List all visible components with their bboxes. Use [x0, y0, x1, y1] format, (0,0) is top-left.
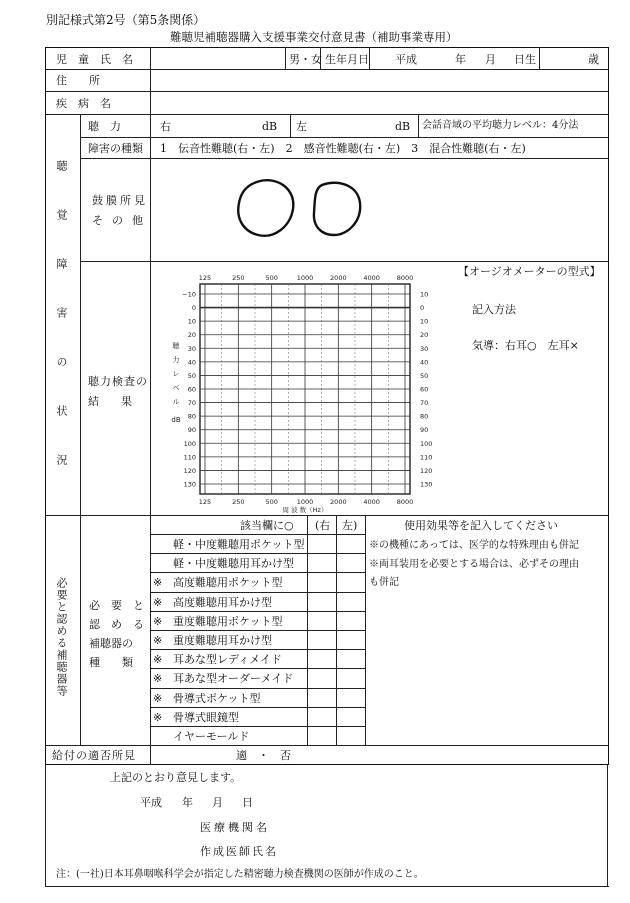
- address-label: 住 所: [56, 74, 100, 87]
- eardrum-label-2: その他: [92, 214, 152, 227]
- eardrum-diagram: [230, 175, 370, 245]
- aid-left-checkbox[interactable]: [337, 593, 364, 610]
- hearing-right-unit: dB: [262, 120, 278, 133]
- aid-item-name: イヤーモールド: [173, 730, 250, 743]
- level-tick-label: 70: [187, 399, 196, 408]
- level-tick-label: 10: [187, 317, 196, 326]
- level-tick-label: 100: [183, 439, 196, 448]
- level-tick-label: 90: [187, 426, 196, 435]
- aid-item-name: 高度難聴用ポケット型: [173, 576, 283, 589]
- frequency-tick-label: 2000: [330, 498, 347, 506]
- frequency-tick-label: 125: [198, 498, 212, 506]
- aid-right-checkbox[interactable]: [308, 573, 335, 590]
- audiometer-type-title: 【オージオメーターの型式】: [458, 265, 601, 278]
- frequency-tick-label: 4000: [363, 498, 380, 506]
- left-column-header: 左): [342, 519, 358, 532]
- disease-label: 疾 病 名: [56, 97, 111, 110]
- level-tick-label: 100: [420, 439, 433, 448]
- opinion-statement: 上記のとおり意見します。: [110, 771, 242, 784]
- address-field[interactable]: [151, 70, 607, 90]
- opinion-year-unit: 年: [182, 796, 193, 809]
- child-name-field[interactable]: [151, 48, 284, 68]
- level-tick-label: 0: [420, 304, 425, 313]
- aid-left-checkbox[interactable]: [337, 708, 364, 725]
- aid-left-checkbox[interactable]: [337, 689, 364, 706]
- level-tick-label: 10: [420, 317, 429, 326]
- aid-type-label-3: 補聴器の: [89, 637, 133, 650]
- frequency-tick-label: 125: [198, 274, 212, 282]
- aid-right-checkbox[interactable]: [308, 689, 335, 706]
- level-tick-label: 120: [183, 466, 196, 475]
- aid-right-checkbox[interactable]: [308, 535, 335, 552]
- frequency-tick-label: 500: [265, 274, 278, 282]
- birth-year-unit: 年: [455, 53, 466, 66]
- audiogram-label-2: 結 果: [88, 395, 132, 408]
- level-tick-label: 110: [420, 453, 433, 462]
- age-unit: 歳: [588, 53, 599, 66]
- aid-right-checkbox[interactable]: [308, 593, 335, 610]
- aid-note-3: も併記: [369, 577, 399, 588]
- special-reason-mark: ※: [153, 615, 163, 628]
- aid-right-checkbox[interactable]: [308, 708, 335, 725]
- aid-right-checkbox[interactable]: [308, 650, 335, 667]
- applicable-column-header: 該当欄に○: [240, 519, 294, 532]
- disability-type-label: 障害の種類: [88, 142, 143, 155]
- audiogram-chart[interactable]: [160, 264, 450, 514]
- effect-column-header: 使用効果等を記入してください: [404, 519, 558, 532]
- right-column-header: (右: [315, 519, 331, 532]
- level-tick-label: 80: [187, 412, 196, 421]
- level-tick-label: 120: [420, 466, 433, 475]
- birth-day-unit: 日生: [514, 53, 536, 66]
- level-tick-label: 60: [187, 385, 196, 394]
- frequency-tick-label: 250: [232, 498, 245, 506]
- special-reason-mark: ※: [153, 692, 163, 705]
- level-tick-label: 130: [420, 480, 433, 489]
- aid-left-checkbox[interactable]: [337, 631, 364, 648]
- aid-item-name: 骨導式眼鏡型: [173, 711, 239, 724]
- aid-left-checkbox[interactable]: [337, 669, 364, 686]
- level-tick-label: 90: [420, 426, 429, 435]
- hearing-left-unit: dB: [395, 120, 411, 133]
- aid-type-label-2: 認 め る: [89, 618, 144, 631]
- level-tick-label: 30: [420, 344, 429, 353]
- birthdate-label: 生年月日: [325, 53, 369, 66]
- level-tick-label: 60: [420, 385, 429, 394]
- opinion-day-unit: 日: [242, 796, 253, 809]
- right-eardrum-shape: [238, 180, 293, 236]
- child-name-label: 児 童 氏 名: [56, 53, 133, 66]
- suitability-selector[interactable]: 適 ・ 否: [236, 749, 291, 762]
- aid-type-label-4: 種 類: [89, 656, 133, 669]
- hearing-label: 聴 力: [88, 120, 121, 133]
- level-tick-label: 40: [420, 358, 429, 367]
- aid-left-checkbox[interactable]: [337, 612, 364, 629]
- footnote: 注：(一社)日本耳鼻咽喉科学会が指定した精密聴力検査機関の医師が作成のこと。: [56, 869, 424, 880]
- form-number: 別記様式第2号（第5条関係）: [46, 13, 206, 27]
- hearing-left-label: 左: [296, 120, 307, 133]
- special-reason-mark: ※: [153, 653, 163, 666]
- aid-item-name: 耳あな型オーダーメイド: [173, 672, 294, 685]
- aid-right-checkbox[interactable]: [308, 727, 335, 744]
- frequency-tick-label: 1000: [296, 498, 314, 506]
- level-axis-label-char: ル: [172, 398, 180, 406]
- aid-left-checkbox[interactable]: [337, 727, 364, 744]
- hearing-status-label: 聴覚障害の状況: [55, 160, 68, 503]
- special-reason-mark: ※: [153, 634, 163, 647]
- suitability-label: 給付の適否所見: [52, 749, 136, 762]
- aid-right-checkbox[interactable]: [308, 631, 335, 648]
- frequency-tick-label: 250: [232, 274, 245, 282]
- medical-institution-field[interactable]: [280, 817, 580, 837]
- hearing-left-field[interactable]: [308, 116, 392, 135]
- opinion-month-unit: 月: [212, 796, 223, 809]
- level-axis-label-char: ベ: [172, 384, 180, 392]
- disease-field[interactable]: [151, 92, 607, 113]
- aid-item-name: 軽・中度難聴用ポケット型: [173, 538, 305, 551]
- hearing-right-label: 右: [160, 120, 171, 133]
- aid-left-checkbox[interactable]: [337, 573, 364, 590]
- frequency-tick-label: 8000: [396, 498, 414, 506]
- aid-type-label-1: 必 要 と: [89, 599, 144, 612]
- aid-note-1: ※の機種にあっては、医学的な特殊理由も併記: [369, 540, 579, 551]
- audiogram-legend: 気導：右耳○ 左耳×: [472, 339, 579, 352]
- level-tick-label: 80: [420, 412, 429, 421]
- frequency-tick-label: 4000: [363, 274, 380, 282]
- aid-item-name: 重度難聴用ポケット型: [173, 615, 283, 628]
- frequency-tick-label: 8000: [396, 274, 414, 282]
- aid-right-checkbox[interactable]: [308, 669, 335, 686]
- opinion-era: 平成: [140, 796, 162, 809]
- level-tick-label: 50: [420, 371, 429, 380]
- aid-left-checkbox[interactable]: [337, 650, 364, 667]
- document-title: 難聴児補聴器購入支援事業交付意見書（補助事業専用）: [170, 30, 458, 44]
- medical-institution-label: 医療機関名: [200, 821, 270, 834]
- level-tick-label: 20: [187, 331, 196, 340]
- special-reason-mark: ※: [153, 596, 163, 609]
- frequency-axis-label: 周 波 数（Hz）: [282, 506, 328, 514]
- sex-selector[interactable]: 男・女: [289, 53, 322, 66]
- special-reason-mark: ※: [153, 711, 163, 724]
- doctor-name-label: 作成医師氏名: [200, 845, 278, 858]
- level-axis-label-char: 聴: [172, 342, 180, 350]
- aid-item-name: 耳あな型レディメイド: [173, 653, 282, 666]
- disability-type-options[interactable]: 1 伝音性難聴(右・左) 2 感音性難聴(右・左) 3 混合性難聴(右・左): [160, 142, 526, 155]
- level-tick-label: −10: [182, 290, 196, 299]
- level-tick-label: 50: [187, 371, 196, 380]
- aid-left-checkbox[interactable]: [337, 535, 364, 552]
- frequency-tick-label: 1000: [296, 274, 314, 282]
- needed-aids-label: 必要と認める補聴器等: [55, 577, 68, 697]
- aid-item-name: 高度難聴用耳かけ型: [173, 596, 272, 609]
- eardrum-label-1: 鼓膜所見: [92, 194, 148, 207]
- level-tick-label: 0: [191, 304, 196, 313]
- level-tick-label: 130: [183, 480, 196, 489]
- level-tick-label: 70: [420, 399, 429, 408]
- special-reason-mark: ※: [153, 576, 163, 589]
- level-axis-label-char: レ: [172, 370, 180, 378]
- doctor-name-field[interactable]: [280, 841, 580, 861]
- aid-item-name: 重度難聴用耳かけ型: [173, 634, 272, 647]
- aid-item-name: 骨導式ポケット型: [173, 692, 261, 705]
- audiogram-label-1: 聴力検査の: [88, 375, 148, 388]
- level-tick-label: 20: [420, 331, 429, 340]
- effect-notes-field[interactable]: [367, 596, 607, 743]
- aid-note-2: ※両耳装用を必要とする場合は、必ずその理由: [369, 559, 579, 570]
- entry-method-label: 記入方法: [472, 303, 516, 316]
- hearing-method-note: 会話音域の平均聴力レベル：4分法: [422, 120, 579, 131]
- aid-item-name: 軽・中度難聴用耳かけ型: [173, 557, 294, 570]
- level-tick-label: 10: [420, 290, 429, 299]
- hearing-right-field[interactable]: [172, 116, 258, 135]
- aid-left-checkbox[interactable]: [337, 554, 364, 571]
- level-axis-label-char: 力: [172, 356, 180, 364]
- level-axis-unit: dB: [171, 416, 181, 424]
- frequency-tick-label: 2000: [330, 274, 347, 282]
- birth-era: 平成: [395, 53, 417, 66]
- level-tick-label: 110: [183, 453, 196, 462]
- special-reason-mark: ※: [153, 672, 163, 685]
- frequency-tick-label: 500: [265, 498, 278, 506]
- left-eardrum-shape: [314, 183, 360, 235]
- level-tick-label: 30: [187, 344, 196, 353]
- level-tick-label: 40: [187, 358, 196, 367]
- birth-month-unit: 月: [485, 53, 496, 66]
- aid-right-checkbox[interactable]: [308, 554, 335, 571]
- aid-right-checkbox[interactable]: [308, 612, 335, 629]
